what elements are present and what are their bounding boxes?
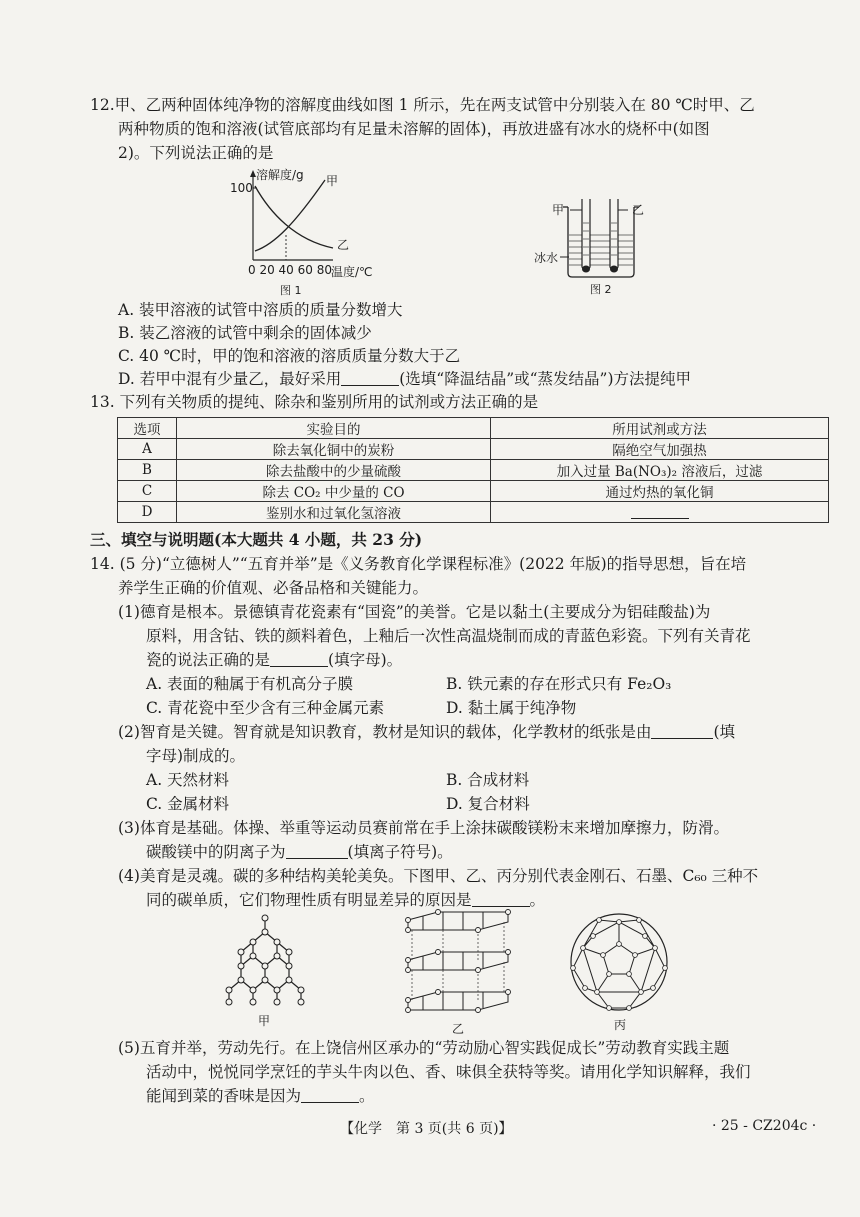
q14-part2-line1: (2)智育是关键。智育就是知识教育，教材是知识的载体，化学教材的纸张是由 (填 (118, 723, 736, 741)
fig1-ylabel: 溶解度/g (256, 168, 304, 182)
fig2-label-yi: 乙 (632, 203, 645, 217)
q14-part1-option-b: B. 铁元素的存在形式只有 Fe₂O₃ (446, 675, 672, 693)
q14-part2-option-c: C. 金属材料 (146, 795, 230, 813)
fig1-y-tick: 100 (230, 181, 253, 195)
fig2-caption: 图 2 (590, 283, 612, 296)
answer-blank[interactable] (301, 1088, 359, 1103)
answer-blank[interactable] (651, 724, 713, 739)
answer-blank[interactable] (270, 652, 328, 667)
q14-part4-line2: 同的碳单质，它们物理性质有明显差异的原因是 。 (146, 891, 546, 909)
q12-stem-line3: 2)。下列说法正确的是 (118, 144, 274, 162)
q14-part2-option-d: D. 复合材料 (446, 795, 530, 813)
q13-stem: 13. 下列有关物质的提纯、除杂和鉴别所用的试剂或方法正确的是 (90, 393, 539, 411)
q14-part1-option-d: D. 黏土属于纯净物 (446, 699, 577, 717)
q14-part5-line1: (5)五育并举，劳动先行。在上饶信州区承办的“劳动励心智实践促成长”劳动教育实践主题 (118, 1039, 730, 1057)
solid-yi (610, 266, 618, 273)
fig1-xlabel: 温度/℃ (331, 265, 373, 279)
answer-cell[interactable] (491, 502, 829, 523)
fig1-x-ticks: 0 20 40 60 80 (248, 263, 332, 277)
table-row: C 除去 CO₂ 中少量的 CO 通过灼热的氧化铜 (118, 481, 829, 502)
q14-stem-line1: 14. (5 分)“立德树人”“五育并举”是《义务教育化学课程标准》(2022 年版)的指导思想，旨在培 (90, 555, 747, 573)
solid-jia (582, 266, 590, 273)
q14-part1-option-c: C. 青花瓷中至少含有三种金属元素 (146, 699, 385, 717)
header-purpose: 实验目的 (177, 418, 491, 439)
fig1-series-yi: 乙 (337, 238, 350, 252)
header-option: 选项 (118, 418, 177, 439)
q12-stem-line2: 两种物质的饱和溶液(试管底部均有足量未溶解的固体)，再放进盛有冰水的烧杯中(如图 (118, 120, 710, 138)
q14-part3-line2: 碳酸镁中的阴离子为 (填离子符号)。 (146, 843, 453, 861)
answer-blank[interactable] (286, 844, 348, 859)
tube-yi (610, 199, 618, 271)
q12-option-b: B. 装乙溶液的试管中剩余的固体减少 (118, 324, 372, 342)
page-footer: 【化学 第 3 页(共 6 页)】 (340, 1121, 513, 1137)
c60-structure-icon (565, 908, 673, 1016)
q14-part1-line3: 瓷的说法正确的是 (填字母)。 (146, 651, 403, 669)
q14-stem-line2: 养学生正确的价值观、必备品格和关键能力。 (118, 579, 429, 597)
q14-part2-option-a: A. 天然材料 (146, 771, 230, 789)
q13-table (117, 417, 829, 523)
ice-water-lines (569, 235, 633, 265)
header-method: 所用试剂或方法 (491, 418, 829, 439)
structure-label-yi: 乙 (452, 1022, 465, 1036)
q14-part5-line3: 能闻到菜的香味是因为 。 (146, 1087, 375, 1105)
q14-part5-line2: 活动中，悦悦同学烹饪的芋头牛肉以色、香、味俱全获特等奖。请用化学知识解释，我们 (146, 1063, 751, 1081)
structure-label-jia: 甲 (258, 1014, 271, 1028)
q14-part1-option-a: A. 表面的釉属于有机高分子膜 (146, 675, 354, 693)
q12-option-c: C. 40 ℃时，甲的饱和溶液的溶质质量分数大于乙 (118, 347, 461, 365)
answer-blank[interactable] (472, 892, 530, 907)
table-row: A 除去氧化铜中的炭粉 隔绝空气加强热 (118, 439, 829, 460)
fig2-label-jia: 甲 (552, 203, 565, 217)
tube-jia (582, 199, 590, 271)
graphite-structure-icon (398, 908, 518, 1018)
table-row: D 鉴别水和过氧化氢溶液 (118, 502, 829, 523)
section-heading: 三、填空与说明题(本大题共 4 小题，共 23 分) (90, 530, 423, 549)
curve-yi (255, 186, 333, 248)
fig2-label-water: 冰水 (534, 251, 559, 265)
q14-part3-line1: (3)体育是基础。体操、举重等运动员赛前常在手上涂抹碳酸镁粉末来增加摩擦力，防滑。 (118, 819, 729, 837)
q14-part4-line1: (4)美育是灵魂。碳的多种结构美轮美奂。下图甲、乙、丙分别代表金刚石、石墨、C₆₀ 三种不 (118, 867, 759, 885)
q14-part1-line2: 原料，用含钴、铁的颜料着色，上釉后一次性高温烧制而成的青蓝色彩瓷。下列有关青花 (146, 627, 751, 645)
fig1-series-jia: 甲 (326, 174, 339, 188)
answer-blank[interactable] (341, 371, 399, 386)
q12-option-a: A. 装甲溶液的试管中溶质的质量分数增大 (118, 301, 403, 319)
fig1-caption: 图 1 (280, 284, 302, 297)
q14-part2-line2: 字母)制成的。 (146, 747, 246, 765)
curve-jia (255, 180, 325, 251)
table-row: B 除去盐酸中的少量硫酸 加入过量 Ba(NO₃)₂ 溶液后，过滤 (118, 460, 829, 481)
q14-part1-line1: (1)德育是根本。景德镇青花瓷素有“国瓷”的美誉。它是以黏土(主要成分为铝硅酸盐)为 (118, 603, 711, 621)
diamond-structure-icon (215, 910, 315, 1010)
table-header-row (118, 418, 829, 439)
answer-blank[interactable] (631, 504, 689, 519)
beaker (568, 207, 634, 277)
q14-part2-option-b: B. 合成材料 (446, 771, 530, 789)
structure-label-bing: 丙 (614, 1018, 627, 1032)
exam-code: · 25 - CZ204c · (712, 1118, 817, 1134)
q12-stem-line1: 12.甲、乙两种固体纯净物的溶解度曲线如图 1 所示，先在两支试管中分别装入在 80 ℃时甲、乙 (90, 96, 755, 114)
q12-option-d: D. 若甲中混有少量乙，最好采用 (选填“降温结晶”或“蒸发结晶”)方法提纯甲 (118, 370, 692, 388)
